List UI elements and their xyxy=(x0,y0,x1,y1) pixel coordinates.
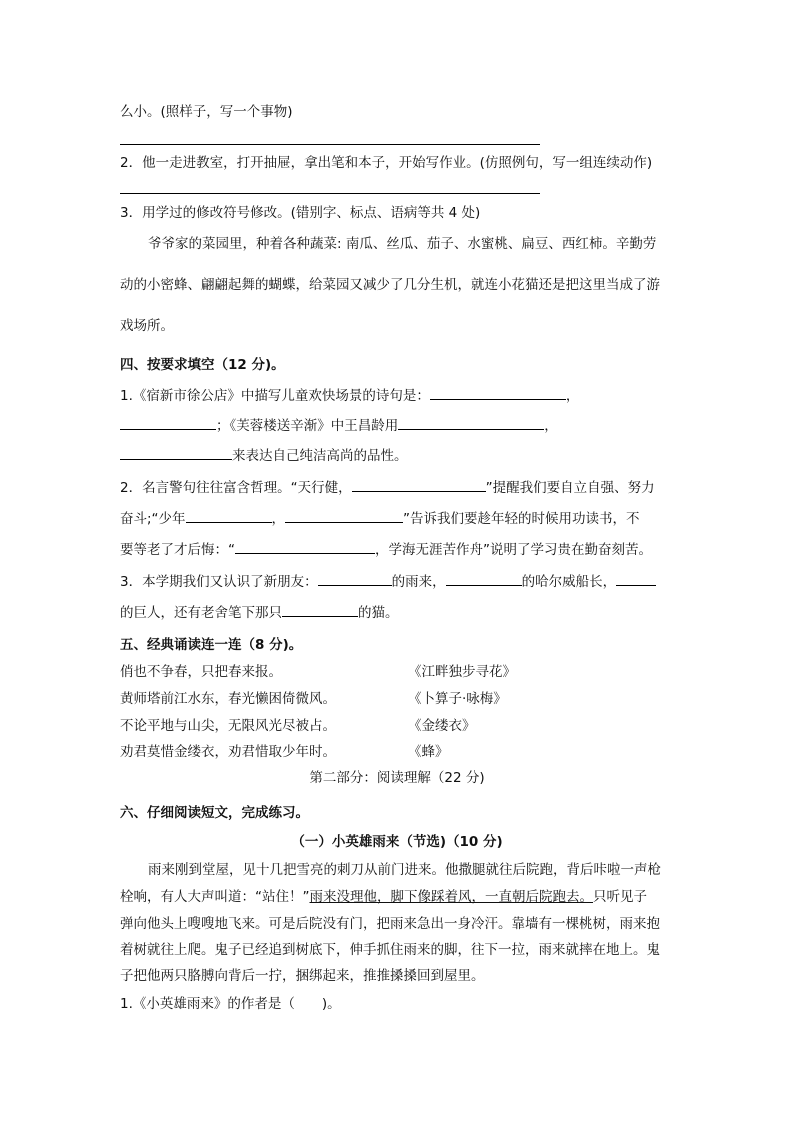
blank-field[interactable] xyxy=(120,415,216,430)
underlined-sentence: 雨来没理他，脚下像踩着风，一直朝后院跑去。 xyxy=(309,889,593,905)
reading-line-2-a: 栓响，有人大声叫道：“站住！” xyxy=(120,889,310,905)
blank-field[interactable] xyxy=(430,385,566,400)
section-5-heading: 五、经典诵读连一连（8 分)。 xyxy=(120,637,303,653)
blank-field[interactable] xyxy=(282,602,358,617)
blank-field[interactable] xyxy=(235,539,375,554)
s4-q1-text-b: ；《芙蓉楼送辛渐》中王昌龄用 xyxy=(216,418,399,434)
s4-q1-line2 xyxy=(120,415,558,436)
s4-q2-text-g: ，学海无涯苦作舟”说明了学习贵在勤奋刻苦。 xyxy=(375,542,652,558)
s4-q1-line3 xyxy=(120,445,408,466)
poem-line-left-1[interactable]: 俏也不争春，只把春来报。 xyxy=(120,664,282,680)
s4-q3-text-d: 的巨人，还有老舍笔下那只 xyxy=(120,605,282,621)
part-2-title: 第二部分：阅读理解（22 分) xyxy=(309,770,485,786)
example-instruction: 么小。(照样子，写一个事物) xyxy=(120,104,293,120)
s4-q2-line1 xyxy=(120,477,655,498)
question-3: 3．用学过的修改符号修改。(错别字、标点、语病等共 4 处) xyxy=(120,205,481,221)
poem-line-left-3[interactable]: 不论平地与山尖，无限风光尽被占。 xyxy=(120,718,336,734)
answer-line-1[interactable] xyxy=(120,144,540,145)
section-4-heading: 四、按要求填空（12 分)。 xyxy=(120,357,285,373)
blank-field[interactable] xyxy=(186,508,272,523)
passage-line-2: 动的小密蜂、翩翩起舞的蝴蝶，给菜园又减少了几分生机，就连小花猫还是把这里当成了游 xyxy=(120,277,660,293)
s4-q2-line3 xyxy=(120,539,652,560)
reading-line-5: 子把他两只胳膊向背后一拧，捆绑起来，推推搡搡回到屋里。 xyxy=(120,968,485,984)
s4-q2-text-d: ， xyxy=(271,511,286,527)
passage-line-3: 戏场所。 xyxy=(120,318,174,334)
s4-q1-text-c: 来表达自己纯洁高尚的品性。 xyxy=(232,448,408,464)
s4-q3-text-a: 3．本学期我们又认识了新朋友： xyxy=(120,574,318,590)
s4-q2-line2 xyxy=(120,508,640,529)
poem-title-right-1[interactable]: 《江畔独步寻花》 xyxy=(408,664,516,680)
blank-field[interactable] xyxy=(318,571,392,586)
poem-title-right-2[interactable]: 《卜算子·咏梅》 xyxy=(408,691,507,707)
poem-line-left-2[interactable]: 黄师塔前江水东，春光懒困倚微风。 xyxy=(120,691,336,707)
s4-q3-line1 xyxy=(120,571,656,592)
reading-subtitle: （一）小英雄雨来（节选)（10 分) xyxy=(291,834,503,850)
answer-line-2[interactable] xyxy=(120,193,540,194)
blank-field[interactable] xyxy=(616,571,656,586)
s4-q1-comma2: ， xyxy=(544,418,558,434)
s4-q3-text-e: 的猫。 xyxy=(358,605,399,621)
blank-field[interactable] xyxy=(398,415,544,430)
s4-q3-text-c: 的哈尔威船长， xyxy=(521,574,617,590)
s4-q3-line2 xyxy=(120,602,399,623)
passage-line-1: 爷爷家的菜园里，种着各种蔬菜: 南瓜、丝瓜、茄子、水蜜桃、扁豆、西红柿。辛勤劳 xyxy=(148,236,657,252)
blank-field[interactable] xyxy=(285,508,403,523)
reading-line-1: 雨来刚到堂屋，见十几把雪亮的刺刀从前门进来。他撒腿就往后院跑，背后咔啦一声枪 xyxy=(148,862,661,878)
reading-line-2 xyxy=(120,887,647,907)
poem-title-right-4[interactable]: 《蜂》 xyxy=(408,744,449,760)
section-6-heading: 六、仔细阅读短文，完成练习。 xyxy=(120,805,309,821)
s4-q3-text-b: 的雨来， xyxy=(391,574,446,590)
s4-q2-text-a: 2．名言警句往往富含哲理。“天行健， xyxy=(120,480,352,496)
poem-title-right-3[interactable]: 《金缕衣》 xyxy=(408,718,476,734)
s4-q1-text-a: 1.《宿新市徐公店》中描写儿童欢快场景的诗句是： xyxy=(120,388,430,404)
reading-line-3: 弹向他头上嗖嗖地飞来。可是后院没有门，把雨来急出一身冷汗。靠墙有一棵桃树，雨来抱 xyxy=(120,916,660,932)
question-2: 2．他一走进教室，打开抽屉，拿出笔和本子，开始写作业。(仿照例句，写一组连续动作) xyxy=(120,155,653,171)
reading-question-1: 1.《小英雄雨来》的作者是（ )。 xyxy=(120,996,341,1012)
blank-field[interactable] xyxy=(120,445,232,460)
s4-q2-text-e: ”告诉我们要趁年轻的时候用功读书，不 xyxy=(403,511,640,527)
s4-q2-text-f: 要等老了才后悔：“ xyxy=(120,542,235,558)
reading-line-2-b: 只听见子 xyxy=(593,889,647,905)
poem-line-left-4[interactable]: 劝君莫惜金缕衣，劝君惜取少年时。 xyxy=(120,744,336,760)
s4-q1-line1 xyxy=(120,385,579,406)
blank-field[interactable] xyxy=(352,477,486,492)
s4-q1-comma: ， xyxy=(565,388,580,404)
blank-field[interactable] xyxy=(446,571,522,586)
s4-q2-text-b: ”提醒我们要自立自强、努力 xyxy=(485,480,655,496)
reading-line-4: 着树就往上爬。鬼子已经追到树底下，伸手抓住雨来的脚，往下一拉，雨来就摔在地上。鬼 xyxy=(120,942,660,958)
s4-q2-text-c: 奋斗;“少年 xyxy=(120,511,186,527)
